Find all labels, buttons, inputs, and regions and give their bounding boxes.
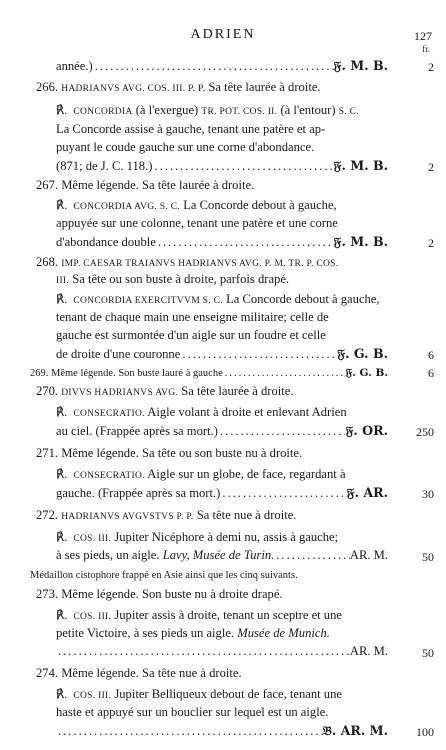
catalog-line: de droite d'une couronne ..... 𝔉. G. B. <box>56 346 388 362</box>
catalog-line: petite Victoire, à ses pieds un aigle. Musée de Munich. <box>56 626 330 640</box>
price-value: 250 <box>416 425 434 439</box>
catalog-line: année.) ..... 𝔉. M. B. <box>56 58 388 74</box>
catalog-line: gauche est surmontée d'un aigle sur un foudre et celle <box>56 328 326 342</box>
price-value: 2 <box>428 236 434 250</box>
price-value: 2 <box>428 60 434 74</box>
catalog-line: La Concorde assise à gauche, tenant une patère et ap- <box>56 122 326 136</box>
entry-269: 269. Même légende. Son buste lauré à gauche ..... 𝔉. G. B. <box>30 366 388 381</box>
catalog-line: ..... AR. M. <box>56 644 388 659</box>
reverse-description: ℟. CONSECRATIO. Aigle volant à droite et enlevant Adrien <box>56 405 347 419</box>
reverse-description: ℟. COS. III. Jupiter Nicéphore à demi nu, assis à gauche; <box>56 530 339 544</box>
catalog-line: appuyée sur une colonne, tenant une patère et une corne <box>56 216 338 230</box>
entry-274: 274. Même légende. Sa tête nue à droite. <box>36 666 242 680</box>
reverse-description: ℟. CONCORDIA EXERCITVVM S. C. La Concorde debout à gauche, <box>56 292 380 306</box>
price-value: 6 <box>428 348 434 362</box>
catalog-line: tenant de chaque main une enseigne militaire; celle de <box>56 310 329 324</box>
entry-272: 272. HADRIANVS AVGVSTVS P. P. Sa tête nue à droite. <box>36 508 297 522</box>
running-title: ADRIEN <box>190 27 256 42</box>
catalog-line: gauche. (Frappée après sa mort.) ..... 𝔉. AR. <box>56 485 388 501</box>
catalog-line: à ses pieds, un aigle. Lavy, Musée de Turin. ..... AR. M. <box>56 548 388 563</box>
price-column-label: fr. <box>422 44 430 54</box>
page-number: 127 <box>414 29 432 43</box>
price-value: 6 <box>428 366 434 380</box>
note-line: Médaillon cistophore frappé en Asie ainsi que les cinq suivants. <box>30 570 298 581</box>
catalog-line: ..... 𝔅. AR. M. <box>56 723 388 739</box>
price-value: 50 <box>422 550 434 564</box>
entry-273: 273. Même légende. Son buste nu à droite drapé. <box>36 587 283 601</box>
price-value: 100 <box>416 725 434 739</box>
catalog-line: haste et appuyé sur un bouclier sur lequel est un aigle. <box>56 705 329 719</box>
reverse-description: ℟. CONCORDIA (à l'exergue) TR. POT. COS. II. (à l'entour) S. C. <box>56 103 359 117</box>
reverse-description: ℟. CONCORDIA AVG. S. C. La Concorde debout à gauche, <box>56 198 337 212</box>
entry-271: 271. Même légende. Sa tête ou son buste nu à droite. <box>36 446 303 460</box>
reverse-description: ℟. COS. III. Jupiter assis à droite, tenant un sceptre et une <box>56 608 342 622</box>
entry-268: 268. IMP. CAESAR TRAIANVS HADRIANVS AVG. P. M. TR. P. COS. <box>36 255 339 269</box>
catalog-line: III. Sa tête ou son buste à droite, parfois drapé. <box>56 272 290 286</box>
reverse-description: ℟. CONSECRATIO. Aigle sur un globe, de face, regardant à <box>56 467 346 481</box>
entry-270: 270. DIVVS HADRIANVS AVG. Sa tête laurée à droite. <box>36 384 294 398</box>
catalog-line: au ciel. (Frappée après sa mort.) ..... 𝔉. OR. <box>56 423 388 439</box>
entry-266: 266. HADRIANVS AVG. COS. III. P. P. Sa tête laurée à droite. <box>36 80 321 94</box>
price-value: 50 <box>422 646 434 660</box>
catalog-line: d'abondance double ..... 𝔉. M. B. <box>56 234 388 250</box>
entry-267: 267. Même légende. Sa tête laurée à droite. <box>36 178 255 192</box>
price-value: 30 <box>422 487 434 501</box>
price-value: 2 <box>428 160 434 174</box>
catalog-line: puyant le coude gauche sur une corne d'abondance. <box>56 140 315 154</box>
reverse-description: ℟. COS. III. Jupiter Belliqueux debout de face, tenant une <box>56 687 342 701</box>
catalog-line: (871; de J. C. 118.) ..... 𝔉. M. B. <box>56 158 388 174</box>
